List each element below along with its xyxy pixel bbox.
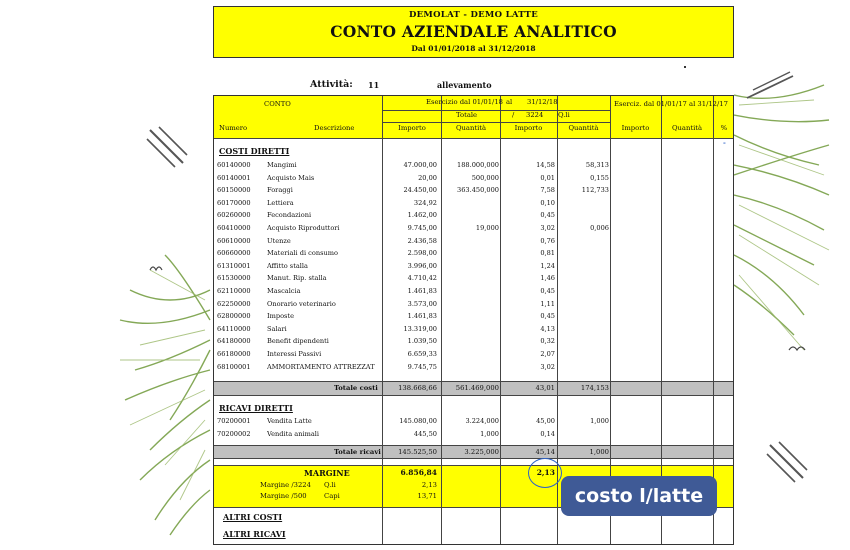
table-row [214,361,733,374]
cell-quantita: 500,000 [471,173,499,182]
cell-importo: 9.745,00 [407,224,437,232]
table-row [214,298,733,311]
account-description: Foraggi [267,186,293,195]
totale-ricavi-qta-unit: 1,000 [589,448,609,456]
margine-line1-label: Margine /3224 [260,481,311,489]
account-description: Vendita Latte [267,417,312,425]
section-costi-diretti: COSTI DIRETTI [219,146,290,156]
cell-importo-unit: 3,02 [540,362,555,371]
table-row [214,197,733,210]
cell-importo: 2.598,00 [407,249,437,258]
account-description: Salari [267,324,287,333]
table-row [214,310,733,323]
cell-importo-unit: 0,45 [540,312,555,321]
cell-quantita-unit: 112,733 [581,186,609,195]
margine-label: MARGINE [304,468,350,478]
cell-quantita: 188.000,000 [457,161,499,169]
cell-quantita-unit: 0,155 [590,173,609,182]
brush-stroke-decoration [745,70,795,100]
cell-quantita: 19,000 [475,224,499,232]
table-row [214,323,733,336]
totale-ricavi-importo: 145.525,50 [398,448,437,456]
report-header [213,6,734,58]
table-row [214,184,733,197]
account-description: Materiali di consumo [267,249,338,258]
margine-value: 6.856,84 [400,468,437,477]
header-esercizio-current-end: 31/12/18 [527,98,558,106]
account-number: 61310001 [217,261,251,270]
cell-importo: 9.745,75 [407,362,437,371]
account-number: 60660000 [217,249,251,258]
account-description: Acquisto Riproduttori [267,224,340,232]
table-row [214,209,733,222]
account-number: 60140000 [217,161,251,169]
cell-importo-unit: 7,58 [540,186,555,195]
table-row [214,415,733,428]
cell-importo-unit: 1,24 [540,261,555,270]
totale-costi-imp-unit: 43,01 [535,384,555,392]
totale-costi-qta-unit: 174,153 [580,384,609,392]
account-number: 70200001 [217,417,251,425]
cell-importo: 1.461,83 [407,287,437,295]
table-row [214,348,733,361]
cell-importo: 1.461,83 [407,312,437,321]
account-number: 64180000 [217,337,251,346]
cell-quantita-unit: 58,313 [585,161,609,169]
table-row [214,222,733,235]
totale-costi-quantita: 561.469,000 [455,384,499,392]
cell-importo-unit: 3,02 [540,224,555,232]
account-description: Utenze [267,236,291,245]
margine-line1-unit: Q.li [324,481,336,489]
cell-importo: 324,92 [413,198,437,207]
callout-costo-latte: costo l/latte [561,476,717,516]
cell-importo: 3.573,00 [407,299,437,308]
account-number: 60410000 [217,224,251,232]
section-altri-ricavi: ALTRI RICAVI [223,529,286,539]
cell-importo-unit: 0,81 [540,249,555,258]
cell-importo-unit: 45,00 [536,417,555,425]
account-description: Lettiera [267,198,294,207]
cell-importo: 2.436,58 [407,236,437,245]
cell-importo: 1.462,00 [407,211,437,220]
prev-year-mark: - [723,139,726,147]
header-quantita-prev: Quantità [671,124,703,132]
header-slash: / [512,111,515,119]
account-description: Interessi Passivi [267,350,322,358]
cell-importo-unit: 2,07 [540,350,555,358]
table-row [214,172,733,185]
header-al: al [506,98,513,106]
account-number: 61530000 [217,274,251,283]
account-description: Onorario veterinario [267,299,336,308]
account-description: Fecondazioni [267,211,312,220]
account-number: 62800000 [217,312,251,321]
grass-decoration-right [734,75,834,365]
cell-importo-unit: 14,58 [536,161,555,169]
cell-importo-unit: 0,10 [540,198,555,207]
margine-line2-label: Margine /500 [260,492,307,500]
header-numero: Numero [219,124,248,132]
cell-importo: 13.319,00 [403,324,437,333]
grass-decoration-left [110,250,215,540]
account-number: 60260000 [217,211,251,220]
report-period: Dal 01/01/2018 al 31/12/2018 [411,44,536,53]
header-importo-prev: Importo [621,124,650,132]
highlight-circle [528,458,562,488]
account-number: 60150000 [217,186,251,195]
totale-ricavi-quantita: 3.225,000 [464,448,499,456]
header-qty-divisor: 3224 [526,111,544,119]
totale-costi-importo: 138.668,66 [398,384,437,392]
section-ricavi-diretti: RICAVI DIRETTI [219,403,293,413]
brush-stroke-decoration [765,440,810,485]
account-number: 60170000 [217,198,251,207]
account-number: 60140001 [217,173,251,182]
account-description: Benefit dipendenti [267,337,329,346]
cell-quantita-unit: 1,000 [590,417,609,425]
header-descrizione: Descrizione [314,124,355,132]
account-number: 62110000 [217,287,251,295]
account-description: Mascalcia [267,287,301,295]
cell-importo: 47.000,00 [403,161,437,169]
header-unit: Q.li [558,111,570,119]
cell-quantita-unit: 0,006 [590,224,609,232]
table-row [214,235,733,248]
section-altri-costi: ALTRI COSTI [223,512,283,522]
table-row [214,285,733,298]
activity-name: allevamento [437,80,492,90]
brush-stroke-decoration [145,125,190,170]
cell-quantita: 363.450,000 [457,186,499,195]
header-quantita-unit: Quantità [568,124,599,132]
table-row [214,247,733,260]
table-row [214,272,733,285]
totale-ricavi-imp-unit: 45,14 [535,448,555,456]
cell-importo: 6.659,33 [407,350,437,358]
account-description: Affitto stalla [267,261,308,270]
account-number: 64110000 [217,324,251,333]
header-conto: CONTO [264,100,291,108]
account-description: AMMORTAMENTO ATTREZZAT [267,362,375,371]
cell-importo-unit: 1,46 [540,274,555,283]
report-title: CONTO AZIENDALE ANALITICO [330,22,617,41]
header-importo: Importo [398,124,426,132]
cell-importo-unit: 0,45 [540,211,555,220]
cell-importo-unit: 4,13 [540,324,555,333]
header-percent: % [720,124,728,132]
header-quantita: Quantità [455,124,487,132]
cell-importo: 24.450,00 [403,186,437,195]
table-row [214,260,733,273]
cell-importo-unit: 0,01 [540,173,555,182]
account-number: 70200002 [217,429,251,438]
cell-importo-unit: 0,32 [540,337,555,346]
cell-quantita: 1,000 [480,429,499,438]
account-number: 60610000 [217,236,251,245]
margine-unit-value: 2,13 [536,468,555,477]
cell-importo-unit: 1,11 [540,299,555,308]
account-description: Acquisto Mais [267,173,315,182]
account-description: Vendita animali [267,429,319,438]
totale-ricavi-label: Totale ricavi [334,448,381,456]
account-description: Manut. Rip. stalla [267,274,327,283]
account-description: Mangimi [267,161,297,169]
totale-costi-label: Totale costi [334,384,378,392]
stray-mark [684,66,686,68]
header-importo-unit: Importo [514,124,543,132]
table-row [214,335,733,348]
header-esercizio-current: Esercizio dal 01/01/18 [426,98,503,106]
company-name: DEMOLAT - DEMO LATTE [408,10,539,20]
cell-importo-unit: 0,45 [540,287,555,295]
account-description: Imposte [267,312,294,321]
activity-label: Attività: [310,79,353,90]
activity-code: 11 [368,80,380,90]
header-esercizio-prev: Eserciz. dal 01/01/17 al 31/12/17 [614,100,728,108]
cell-importo: 445,50 [413,429,437,438]
margine-line2-value: 13,71 [417,492,437,500]
cell-quantita: 3.224,000 [465,417,499,425]
account-number: 66180000 [217,350,251,358]
cell-importo-unit: 0,14 [540,429,555,438]
cell-importo: 3.996,00 [407,261,437,270]
table-row [214,428,733,441]
cell-importo: 145.080,00 [399,417,437,425]
cell-importo: 20,00 [418,173,437,182]
cell-importo: 1.039,50 [407,337,437,346]
account-number: 62250000 [217,299,251,308]
cell-importo: 4.710,42 [407,274,437,283]
cell-importo-unit: 0,76 [540,236,555,245]
margine-line2-unit: Capi [324,492,340,500]
margine-line1-value: 2,13 [421,481,437,489]
header-totale: Totale [456,111,478,119]
account-number: 68100001 [217,362,251,371]
table-row [214,159,733,172]
